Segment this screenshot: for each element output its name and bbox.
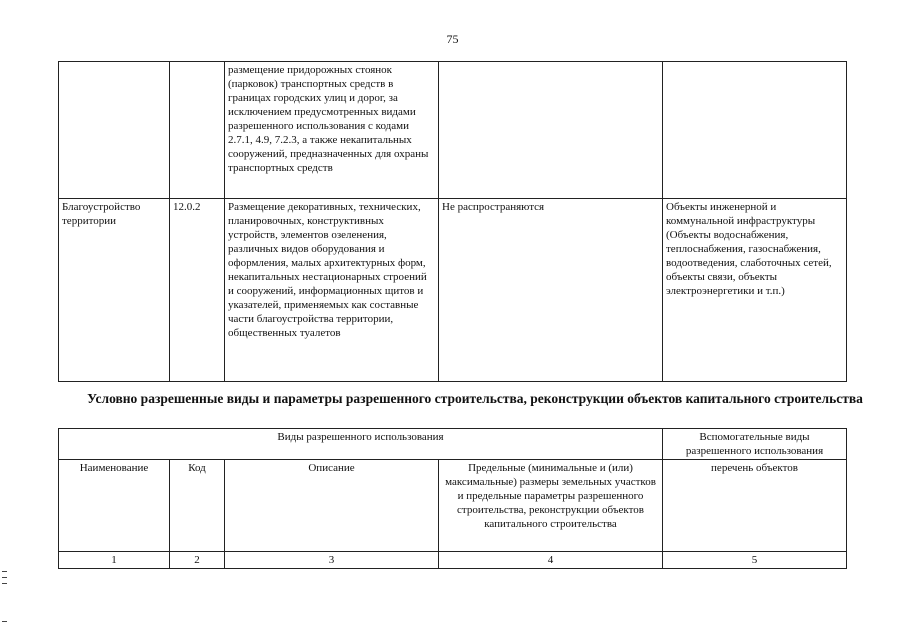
column-number: 5 xyxy=(663,552,847,569)
auxiliary-cell: Объекты инженерной и коммунальной инфраструктуры (Объекты водоснабжения, теплоснабжения, газоснабжения, водоотведения, слаботочных сетей, объекты связи, объекты электроэнергетики и т.п.) xyxy=(663,199,847,382)
auxiliary-cell xyxy=(663,62,847,199)
column-header-objects: перечень объектов xyxy=(663,460,847,552)
name-cell xyxy=(59,62,170,199)
table-row xyxy=(59,62,847,199)
group-header-row xyxy=(59,429,847,460)
column-number-row xyxy=(59,552,847,569)
column-header-code: Код xyxy=(170,460,225,552)
scan-margin-mark xyxy=(2,621,7,622)
column-number: 1 xyxy=(59,552,170,569)
description-cell: Размещение декоративных, технических, планировочных, конструктивных устройств, элементов озеленения, различных видов оборудования и оформления, малых архитектурных форм, некапитальных нестационарных строений и сооружений, информационных щитов и указателей, применяемых как составные части благоустройства территории, общественных туалетов xyxy=(225,199,439,382)
code-cell xyxy=(170,62,225,199)
scan-margin-mark xyxy=(2,577,7,578)
column-number: 4 xyxy=(439,552,663,569)
column-header-name: Наименование xyxy=(59,460,170,552)
table-row xyxy=(59,199,847,382)
group-aux-header: Вспомогательные виды разрешенного использования xyxy=(663,429,847,460)
parameters-cell xyxy=(439,62,663,199)
column-header-parameters: Предельные (минимальные и (или) максимальные) размеры земельных участков и предельные параметры разрешенного строительства, реконструкции объектов капитального строительства xyxy=(439,460,663,552)
code-cell: 12.0.2 xyxy=(170,199,225,382)
group-main-header: Виды разрешенного использования xyxy=(59,429,663,460)
scan-margin-mark xyxy=(2,571,7,572)
column-header-row xyxy=(59,460,847,552)
description-cell: размещение придорожных стоянок (парковок) транспортных средств в границах городских улиц и дорог, за исключением предусмотренных видами разрешенного использования с кодами 2.7.1, 4.9, 7.2.3, а также некапитальных сооружений, предназначенных для охраны транспортных средств xyxy=(225,62,439,199)
section-title: Условно разрешенные виды и параметры разрешенного строительства, реконструкции объектов капитального строительства xyxy=(87,391,863,406)
column-number: 2 xyxy=(170,552,225,569)
column-header-description: Описание xyxy=(225,460,439,552)
page-number: 75 xyxy=(446,32,459,46)
column-number: 3 xyxy=(225,552,439,569)
name-cell: Благоустройство территории xyxy=(59,199,170,382)
conditional-use-table-header xyxy=(58,428,847,569)
parameters-cell: Не распространяются xyxy=(439,199,663,382)
land-use-table-continued xyxy=(58,61,847,382)
scan-margin-mark xyxy=(2,583,7,584)
